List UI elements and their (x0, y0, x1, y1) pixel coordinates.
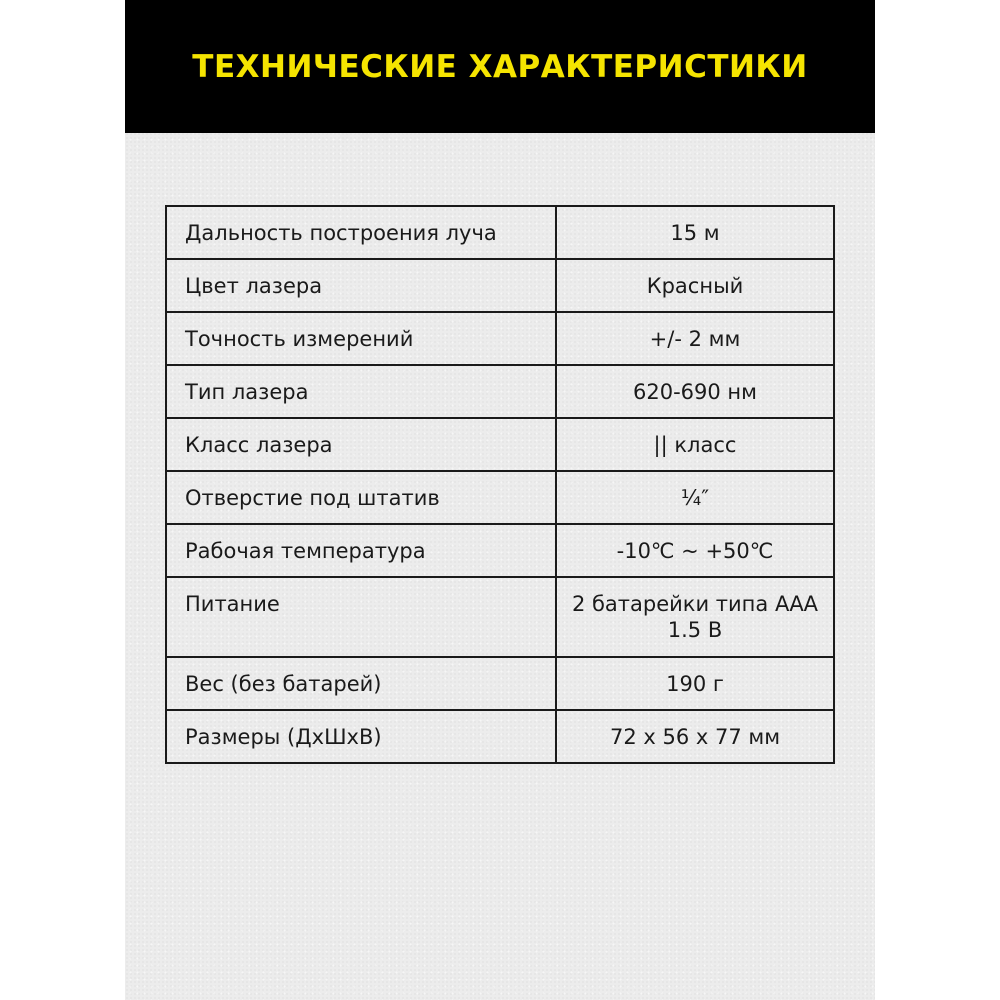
spec-label: Размеры (ДхШхВ) (166, 710, 556, 763)
table-row (166, 206, 834, 259)
spec-label: Отверстие под штатив (166, 471, 556, 524)
spec-value: +/- 2 мм (556, 312, 834, 365)
table-row (166, 657, 834, 710)
spec-value: 190 г (556, 657, 834, 710)
spec-card (125, 0, 875, 1000)
spec-label: Тип лазера (166, 365, 556, 418)
table-row (166, 524, 834, 577)
table-row (166, 365, 834, 418)
header-banner (125, 0, 875, 133)
table-row (166, 710, 834, 763)
spec-value: ¼″ (556, 471, 834, 524)
spec-label: Питание (166, 577, 556, 657)
table-row (166, 312, 834, 365)
spec-value: 620-690 нм (556, 365, 834, 418)
spec-label: Рабочая температура (166, 524, 556, 577)
spec-value: Красный (556, 259, 834, 312)
spec-value: 72 х 56 х 77 мм (556, 710, 834, 763)
spec-label: Точность измерений (166, 312, 556, 365)
table-row (166, 418, 834, 471)
table-row (166, 577, 834, 657)
spec-label: Цвет лазера (166, 259, 556, 312)
spec-label: Класс лазера (166, 418, 556, 471)
spec-value: 2 батарейки типа ААА 1.5 В (556, 577, 834, 657)
page-title: ТЕХНИЧЕСКИЕ ХАРАКТЕРИСТИКИ (192, 48, 808, 85)
spec-value: 15 м (556, 206, 834, 259)
table-row (166, 259, 834, 312)
table-row (166, 471, 834, 524)
spec-value: || класс (556, 418, 834, 471)
spec-value: -10℃ ~ +50℃ (556, 524, 834, 577)
specs-table (165, 205, 835, 764)
spec-label: Вес (без батарей) (166, 657, 556, 710)
spec-label: Дальность построения луча (166, 206, 556, 259)
